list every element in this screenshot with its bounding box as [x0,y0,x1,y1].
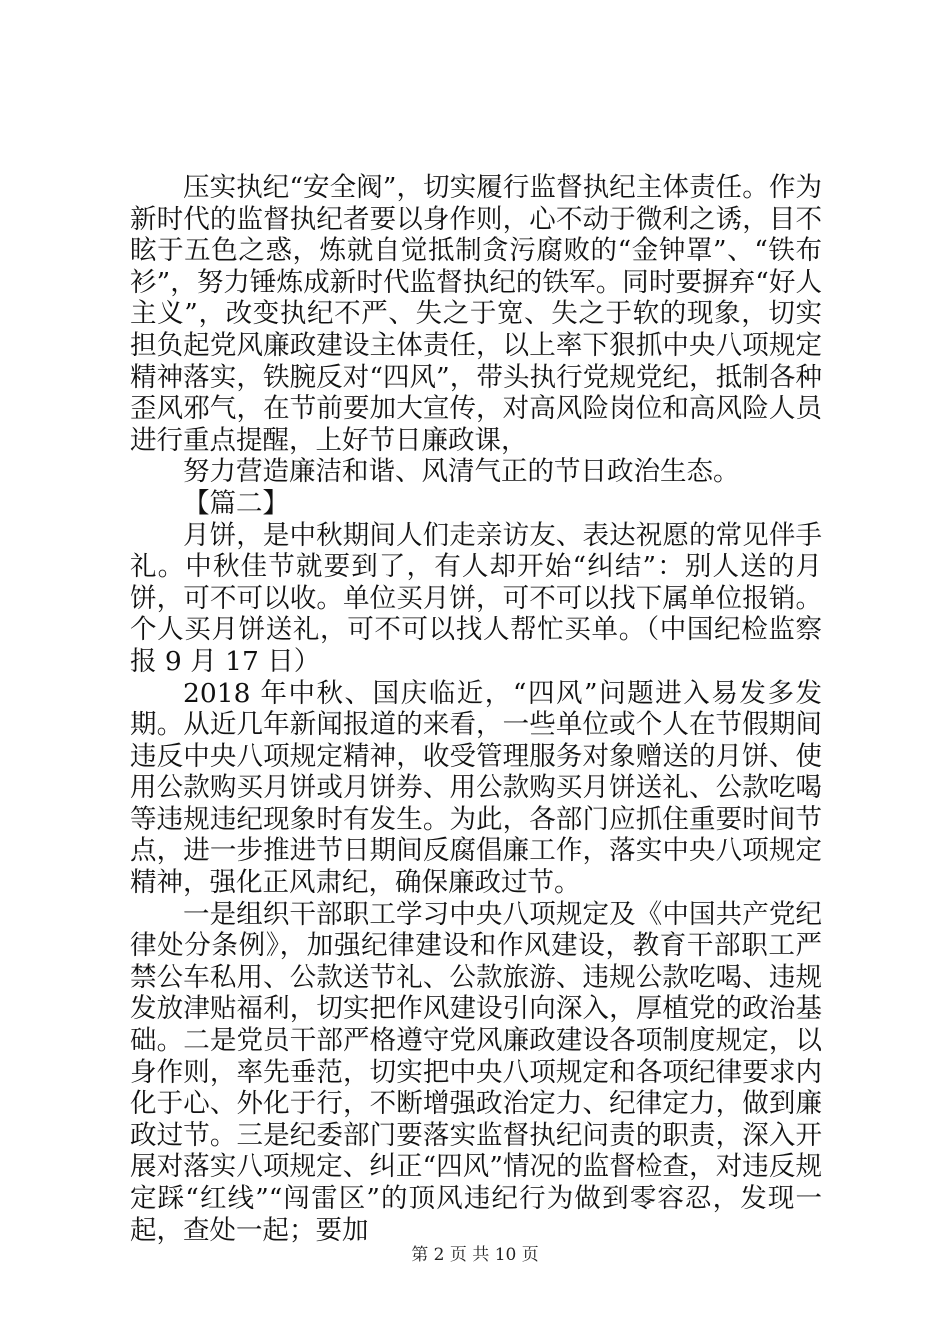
paragraph-mooncake: 月饼，是中秋期间人们走亲访友、表达祝愿的常见伴手礼。中秋佳节就要到了，有人却开始“纠结”：别人送的月饼，可不可以收。单位买月饼，可不可以找下属单位报销。个人买月饼送礼，可不可以找人帮忙买单。（中国纪检监察报 9 月 17 日） [130,519,822,677]
section-heading-part-two: 【篇二】 [183,487,289,519]
paragraph-safety-valve: 压实执纪“安全阀”，切实履行监督执纪主体责任。作为新时代的监督执纪者要以身作则，心不动于微利之诱，目不眩于五色之惑，炼就自觉抵制贪污腐败的“金钟罩”、“铁布衫”，努力锤炼成新时代监督执纪的铁军。同时要摒弃“好人主义”，改变执纪不严、失之于宽、失之于软的现象，切实担负起党风廉政建设主体责任，以上率下狠抓中央八项规定精神落实，铁腕反对“四风”，带头执行党规党纪，抵制各种歪风邪气，在节前要加大宣传，对高风险岗位和高风险人员进行重点提醒，上好节日廉政课， [130,172,822,456]
paragraph-holiday-ecology: 努力营造廉洁和谐、风清气正的节日政治生态。 [183,456,740,488]
paragraph-2018-festival: 2018 年中秋、国庆临近，“四风”问题进入易发多发期。从近几年新闻报道的来看，一些单位或个人在节假期间违反中央八项规定精神，收受管理服务对象赠送的月饼、使用公款购买月饼或月饼券、用公款购买月饼送礼、公款吃喝等违规违纪现象时有发生。为此，各部门应抓住重要时间节点，进一步推进节日期间反腐倡廉工作，落实中央八项规定精神，强化正风肃纪，确保廉政过节。 [130,677,822,899]
document-body [130,172,822,1246]
page-number-footer: 第 2 页 共 10 页 [411,1245,539,1265]
paragraph-measures: 一是组织干部职工学习中央八项规定及《中国共产党纪律处分条例》，加强纪律建设和作风建设，教育干部职工严禁公车私用、公款送节礼、公款旅游、违规公款吃喝、违规发放津贴福利，切实把作风建设引向深入，厚植党的政治基础。二是党员干部严格遵守党风廉政建设各项制度规定，以身作则，率先垂范，切实把中央八项规定和各项纪律要求内化于心、外化于行，不断增强政治定力、纪律定力，做到廉政过节。三是纪委部门要落实监督执纪问责的职责，深入开展对落实八项规定、纠正“四风”情况的监督检查，对违反规定踩“红线”“闯雷区”的顶风违纪行为做到零容忍，发现一起，查处一起；要加 [130,898,822,1246]
